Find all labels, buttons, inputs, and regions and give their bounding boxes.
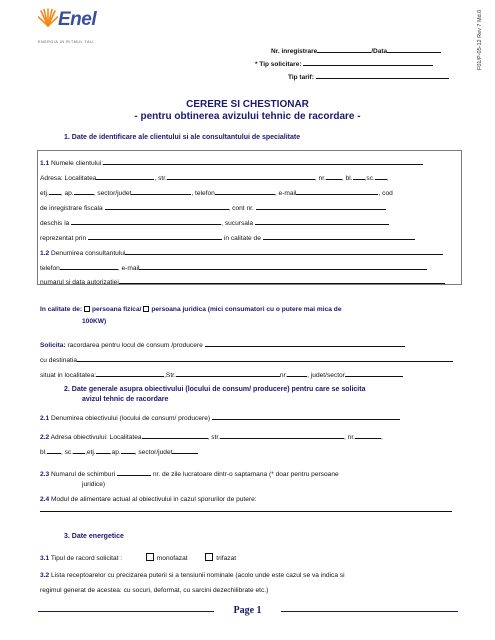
bank-field[interactable]: deschis la , sucursala [40,219,389,227]
client-address-cont-field[interactable]: etj. , ap. , sector/judet , telefon , e-mail , cod [40,190,393,197]
page-number: Page 1 [233,605,262,616]
request-type-field[interactable]: * Tip solicitare: [255,60,433,68]
objective-address-cont-field[interactable]: bl. , sc. ,etj. ,ap. , sector/judet [40,448,198,456]
representative-field[interactable]: reprezentat prin in calitate de [40,234,415,242]
form-subtitle: - pentru obtinerea avizului tehnic de racordare - [134,111,361,122]
objective-address-field[interactable]: 2.2 Adresa obiectivului: Localitatea , str. , nr. , [40,434,383,441]
receivers-list-note: regimul generat de acestea: cu socuri, deformat, cu sarcini dezechilibrate etc.) [40,587,269,594]
registration-field[interactable]: Nr. inregistrare /Data [271,47,441,55]
capacity-selector: In calitate de: persoana fizica/ persoana juridica (mici consumatori cu o putere mai mica de [40,306,342,313]
section-1-heading: 1. Date de identificare ale clientului si ale consultantului de specialitate [64,134,301,141]
authorization-field[interactable]: numarul si data autorizatiei [40,278,445,286]
client-address-field[interactable]: Adresa: Localitatea , str. , nr. , bl. ,sc. , [40,175,389,182]
person-juridica-checkbox[interactable] [143,306,149,312]
brand-tagline: ENERGIA IN RITMUL TAU. [38,40,95,44]
fiscal-code-field[interactable]: de inregistrare fiscala , cont nr. [40,204,386,212]
consultant-contact-field[interactable]: telefon , e-mail [40,264,427,272]
monofazat-checkbox[interactable] [146,553,154,561]
section-2-heading-cont: avizul tehnic de racordare [82,396,169,403]
consultant-name-field[interactable]: 1.2 Denumirea consultantului [40,249,443,257]
client-name-field[interactable]: 1.1 Numele clientului: [40,159,423,167]
tariff-type-field[interactable]: Tip tarif: [288,73,449,81]
brand-logo-text: Enel [58,9,97,30]
trifazat-checkbox[interactable] [205,553,213,561]
form-title: CERERE SI CHESTIONAR [186,99,309,110]
shifts-field[interactable]: 2.3 Numarul de schimburi nr. de zile lucratoare dintr-o saptamana (* doar pentru persoane [40,471,339,478]
supply-mode-line[interactable] [40,511,452,512]
receivers-list-field: 3.2 Lista receptoarelor cu precizarea puterii si a tensiunii nominale (acolo unde este cazul se va indica si [40,572,345,579]
enel-sun-icon [38,7,58,27]
capacity-note: 100KW) [82,318,107,325]
shifts-note: juridice) [82,481,106,488]
objective-name-field[interactable]: 2.1 Denumirea obiectivului (locului de consum/ producere) [40,414,400,422]
location-field[interactable]: situat in localitatea: ,Str. nr. , judet/sector [40,371,403,379]
destination-field[interactable]: cu destinatia [40,356,453,364]
form-code: F01/P-05-12 Rev 7 Md.0 [477,9,483,70]
section-2-heading: 2. Date generale asupra obiectivului (locului de consum/ producere) pentru care se solicita [64,386,366,393]
section-3-heading: 3. Date energetice [64,533,124,540]
connection-type-field: 3.1 Tipul de racord solicitat : monofazat trifazat [40,555,237,562]
person-fizica-checkbox[interactable] [84,306,90,312]
supply-mode-field[interactable]: 2.4 Modul de alimentare actual al obiectivului in cazul sporurilor de putere: [40,496,257,503]
request-field[interactable]: Solicita: racordarea pentru locul de consum /producere [40,341,405,349]
